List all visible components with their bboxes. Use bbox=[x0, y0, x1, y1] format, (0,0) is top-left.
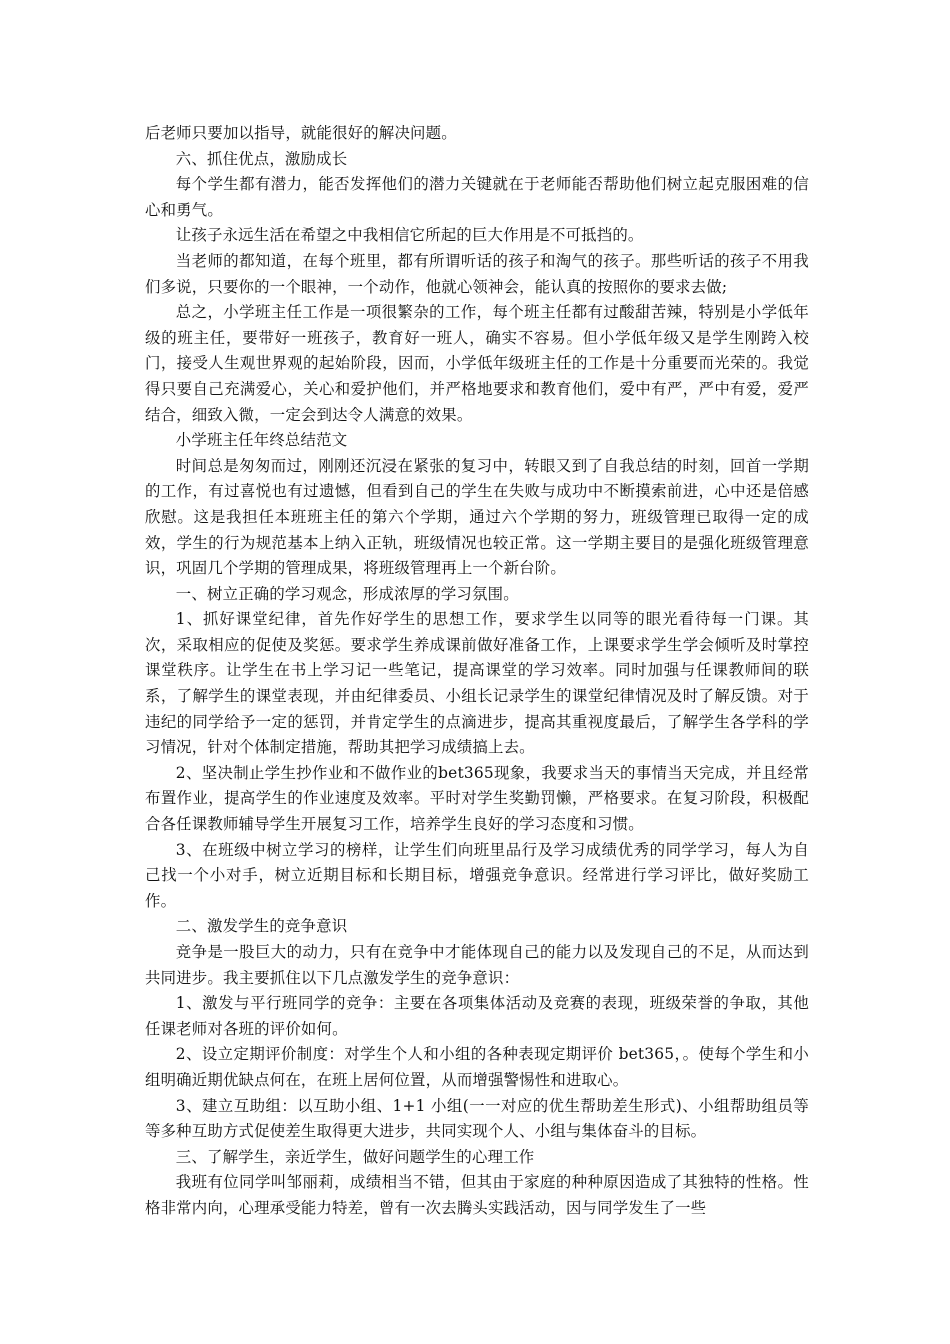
paragraph-item-3: 3、建立互助组：以互助小组、1+1 小组(一一对应的优生帮助差生形式)、小组帮助组员等等多种互助方式促使差生取得更大进步，共同实现个人、小组与集体奋斗的目标。 bbox=[145, 1096, 809, 1141]
paragraph-item-1: 1、激发与平行班同学的竞争：主要在各项集体活动及竞赛的表现，班级荣誉的争取，其他任课老师对各班的评价如何。 bbox=[145, 994, 809, 1038]
document-page bbox=[145, 121, 809, 1222]
paragraph: 每个学生都有潜力，能否发挥他们的潜力关键就在于老师能否帮助他们树立起克服困难的信心和勇气。 bbox=[145, 175, 809, 219]
paragraph-item-1: 1、抓好课堂纪律，首先作好学生的思想工作，要求学生以同等的眼光看待每一门课。其次，采取相应的促使及奖惩。要求学生养成课前做好准备工作，上课要求学生学会倾听及时掌控课堂秩序。让学生在书上学习记一些笔记，提高课堂的学习效率。同时加强与任课教师间的联系，了解学生的课堂表现，并由纪律委员、小组长记录学生的课堂纪律情况及时了解反馈。对于违纪的同学给予一定的惩罚，并肯定学生的点滴进步，提高其重视度最后，了解学生各学科的学习情况，针对个体制定措施，帮助其把学习成绩搞上去。 bbox=[145, 610, 809, 757]
paragraph-item-3: 3、在班级中树立学习的榜样，让学生们向班里品行及学习成绩优秀的同学学习，每人为自己找一个小对手，树立近期目标和长期目标，增强竞争意识。经常进行学习评比，做好奖励工作。 bbox=[145, 840, 809, 910]
paragraph-continuation: 后老师只要加以指导，就能很好的解决问题。 bbox=[145, 124, 457, 142]
paragraph: 当老师的都知道，在每个班里，都有所谓听话的孩子和淘气的孩子。那些听话的孩子不用我们多说，只要你的一个眼神，一个动作，他就心领神会，能认真的按照你的要求去做; bbox=[145, 251, 809, 296]
paragraph-intro: 时间总是匆匆而过，刚刚还沉浸在紧张的复习中，转眼又到了自我总结的时刻，回首一学期的工作，有过喜悦也有过遗憾，但看到自己的学生在失败与成功中不断摸索前进，心中还是倍感欣慰。这是我担任本班班主任的第六个学期，通过六个学期的努力，班级管理已取得一定的成效，学生的行为规范基本上纳入正轨，班级情况也较正常。这一学期主要目的是强化班级管理意识，巩固几个学期的管理成果，将班级管理再上一个新台阶。 bbox=[145, 456, 809, 578]
section-heading-two: 二、激发学生的竞争意识 bbox=[175, 917, 348, 936]
section-heading-six: 六、抓住优点，激励成长 bbox=[175, 149, 348, 168]
paragraph-item-2: 2、坚决制止学生抄作业和不做作业的bet365现象，我要求当天的事情当天完成，并且经常布置作业，提高学生的作业速度及效率。平时对学生奖勤罚懒，严格要求。在复习阶段，积极配合各任课教师辅导学生开展复习工作，培养学生良好的学习态度和习惯。 bbox=[145, 763, 809, 834]
paragraph: 竞争是一股巨大的动力，只有在竞争中才能体现自己的能力以及发现自己的不足，从而达到共同进步。我主要抓住以下几点激发学生的竞争意识： bbox=[145, 943, 809, 987]
paragraph: 让孩子永远生活在希望之中我相信它所起的巨大作用是不可抵挡的。 bbox=[175, 226, 644, 245]
article-title: 小学班主任年终总结范文 bbox=[175, 431, 348, 450]
section-heading-one: 一、树立正确的学习观念，形成浓厚的学习氛围。 bbox=[175, 584, 519, 603]
section-heading-three: 三、了解学生，亲近学生，做好问题学生的心理工作 bbox=[175, 1147, 535, 1166]
paragraph-item-2: 2、设立定期评价制度：对学生个人和小组的各种表现定期评价 bet365，。使每个学生和小组明确近期优缺点何在，在班上居何位置，从而增强警惕性和进取心。 bbox=[145, 1045, 809, 1089]
paragraph: 我班有位同学叫邹丽莉，成绩相当不错，但其由于家庭的种种原因造成了其独特的性格。性格非常内向，心理承受能力特差，曾有一次去腾头实践活动，因与同学发生了一些 bbox=[145, 1173, 809, 1217]
paragraph-conclusion: 总之，小学班主任工作是一项很繁杂的工作，每个班主任都有过酸甜苦辣，特别是小学低年级的班主任，要带好一班孩子，教育好一班人，确实不容易。但小学低年级又是学生刚跨入校门，接受人生观世界观的起始阶段，因而，小学低年级班主任的工作是十分重要而光荣的。我觉得只要自己充满爱心，关心和爱护他们，并严格地要求和教育他们，爱中有严，严中有爱，爱严结合，细致入微，一定会到达令人满意的效果。 bbox=[145, 303, 809, 424]
